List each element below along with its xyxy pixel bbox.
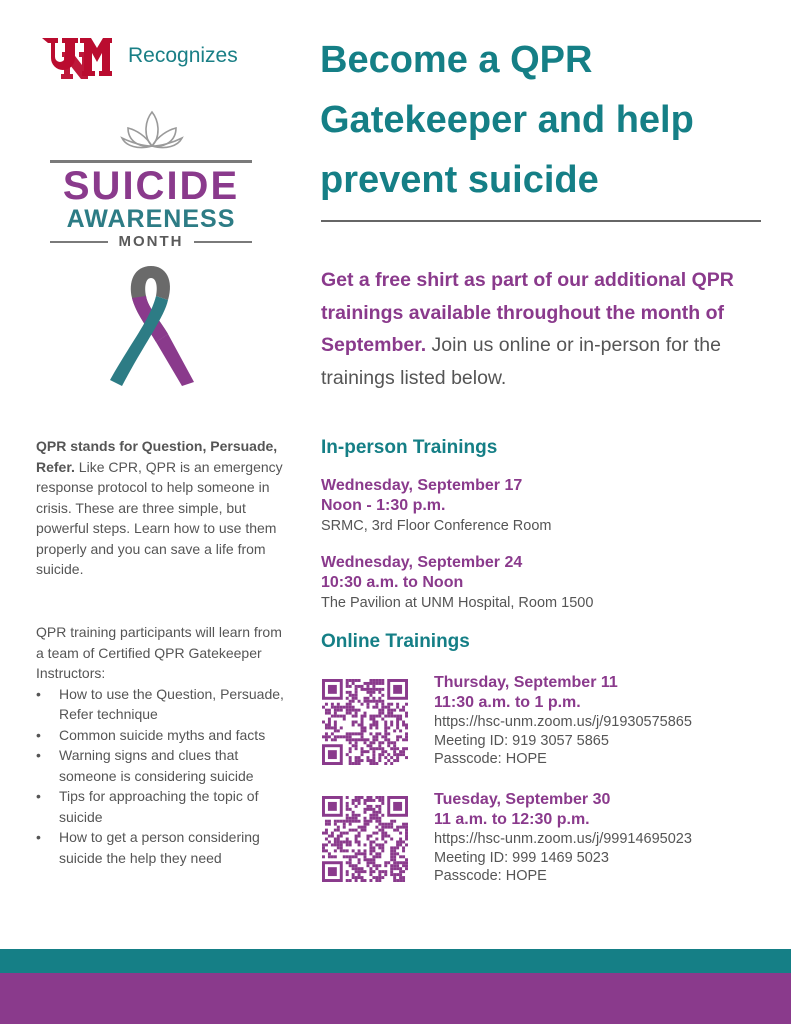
event-date: Thursday, September 11 (434, 674, 618, 691)
event-time: Noon - 1:30 p.m. (321, 497, 446, 514)
about-rest: Like CPR, QPR is an emergency response protocol to help someone in crisis. These are three simple, but powerful steps. Learn how to use them properly and you can save a life from suicide. (36, 458, 283, 577)
meeting-id: Meeting ID: 999 1469 5023 (434, 849, 609, 866)
meeting-id: Meeting ID: 919 3057 5865 (434, 732, 609, 749)
page-title: Become a QPR Gatekeeper and help prevent suicide (320, 39, 694, 201)
learn-section (36, 622, 292, 868)
online-event (434, 673, 774, 769)
learn-list (36, 684, 292, 869)
footer-band-teal (0, 949, 791, 973)
list-item: • How to get a person considering suicide the help they need (36, 827, 292, 868)
awareness-suicide: SUICIDE (62, 164, 240, 208)
awareness-month: MONTH (118, 233, 184, 250)
event-location: SRMC, 3rd Floor Conference Room (321, 518, 552, 534)
awareness-top-rule (50, 160, 252, 163)
list-item: • How to use the Question, Persuade, Refer technique (36, 684, 292, 725)
passcode: Passcode: HOPE (434, 868, 547, 884)
online-event (434, 790, 774, 886)
footer-band-purple (0, 973, 791, 1024)
event-time: 11:30 a.m. to 1 p.m. (434, 694, 581, 711)
intro-rest: Join us online or in-person for the trainings listed below. (321, 334, 721, 389)
event-location: The Pavilion at UNM Hospital, Room 1500 (321, 595, 594, 611)
event-date: Wednesday, September 17 (321, 477, 523, 494)
zoom-link[interactable]: https://hsc-unm.zoom.us/j/91930575865 (434, 714, 692, 730)
event-time: 10:30 a.m. to Noon (321, 574, 464, 591)
zoom-link[interactable]: https://hsc-unm.zoom.us/j/99914695023 (434, 831, 692, 847)
recognizes-label: Recognizes (128, 44, 238, 67)
list-item: • Warning signs and clues that someone is considering suicide (36, 745, 292, 786)
intro-paragraph (321, 264, 761, 394)
unm-logo (40, 36, 112, 82)
online-title: Online Trainings (321, 631, 470, 652)
month-rule-right (194, 241, 252, 243)
intro-bold: Get a free shirt as part of our additional QPR trainings available throughout the month of September. (321, 269, 734, 356)
event-date: Tuesday, September 30 (434, 791, 611, 808)
awareness-awareness: AWARENESS (66, 205, 236, 233)
in-person-event (321, 553, 761, 613)
about-bold: QPR stands for Question, Persuade, Refer. (36, 438, 278, 475)
heading-rule (321, 220, 761, 222)
list-item: • Tips for approaching the topic of suicide (36, 786, 292, 827)
passcode: Passcode: HOPE (434, 751, 547, 767)
event-time: 11 a.m. to 12:30 p.m. (434, 811, 590, 828)
awareness-month-row (50, 233, 252, 251)
qr-code-icon[interactable] (322, 796, 408, 882)
qr-code-icon[interactable] (322, 679, 408, 765)
event-date: Wednesday, September 24 (321, 554, 523, 571)
in-person-event (321, 476, 761, 536)
learn-intro: QPR training participants will learn from a team of Certified QPR Gatekeeper Instructors: (36, 624, 282, 681)
list-item: • Common suicide myths and facts (36, 725, 292, 746)
about-paragraph (36, 436, 286, 580)
ribbon-icon (108, 260, 194, 388)
in-person-title: In-person Trainings (321, 437, 498, 458)
lotus-icon (118, 108, 186, 154)
